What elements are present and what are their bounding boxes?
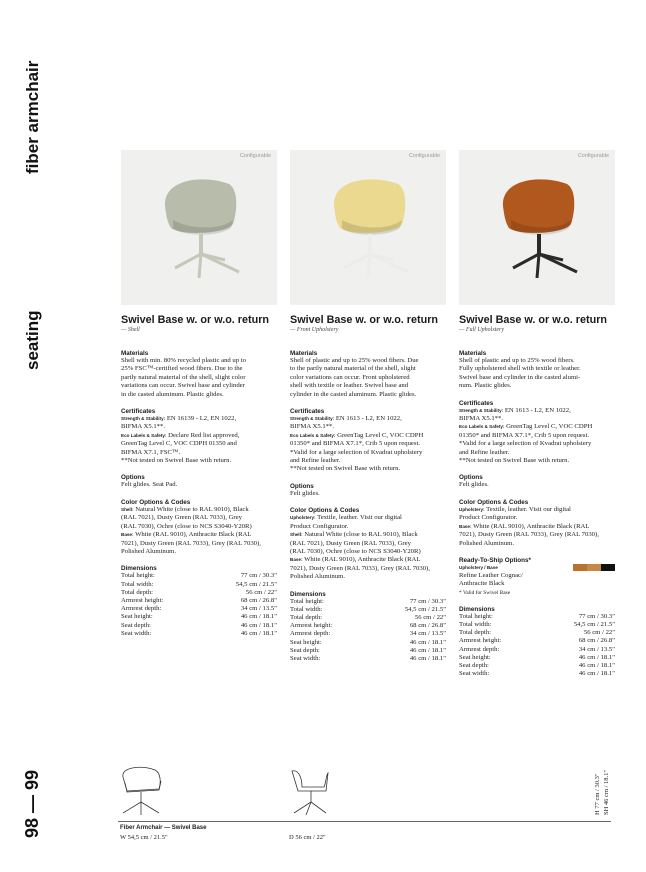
materials-line: Swivel base and cylinder in die casted alumi- (459, 373, 581, 381)
dimension-label: Total depth: (121, 588, 154, 596)
certificate-label: Eco Labels & Safety: (290, 432, 336, 438)
certificates-heading: Certificates (121, 408, 156, 416)
product-column (459, 150, 615, 678)
certificate-line (121, 415, 277, 423)
materials-line: shell with textile or leather. Swivel base and (290, 382, 409, 390)
dimension-label: Armrest depth: (290, 630, 331, 638)
materials-heading: Materials (459, 350, 487, 357)
color-option-line (121, 506, 277, 514)
dimension-label: Armrest height: (459, 637, 502, 645)
configurable-badge: Configurable (577, 153, 609, 159)
ready-to-ship-line: Anthracite Black (459, 580, 505, 588)
color-option-line (459, 523, 615, 531)
color-option-text: Natural White (close to RAL 9010), Black (133, 505, 249, 513)
ready-to-ship-label: Upholstery / Base (459, 564, 498, 570)
color-option-line: (RAL 7030), Ochre (close to NCS S3040-Y20R) (121, 522, 252, 530)
dimension-value: 68 cm / 26.8" (409, 622, 446, 630)
dimension-label: Total height: (290, 597, 324, 605)
color-option-label: Upholstery: (459, 506, 485, 512)
dimension-label: Total depth: (459, 629, 492, 637)
certificate-text: EN 1613 - L2, EN 1022, (334, 415, 402, 423)
color-option-text: Textile, leather. Visit our digital (315, 514, 402, 522)
color-option-line: Product Configurator. (290, 522, 349, 530)
drawing-height: H 77 cm / 30.3" (594, 773, 601, 815)
materials-line: color variations can occur. Front upholstered (290, 373, 410, 381)
dimension-value: 56 cm / 22" (245, 588, 277, 596)
chair-front-drawing (286, 763, 336, 823)
dimension-row (121, 605, 277, 613)
product-column (121, 150, 277, 638)
dimension-row (121, 622, 277, 630)
product-title: Swivel Base w. or w.o. return (290, 314, 438, 326)
dimension-label: Total height: (459, 612, 493, 620)
dimension-value: 68 cm / 26.8" (578, 637, 615, 645)
baseline-rule (118, 821, 611, 822)
dimension-row (290, 655, 446, 663)
dimension-value: 46 cm / 18.1" (578, 661, 615, 669)
certificate-line: BIFMA X5.1**. (459, 415, 504, 423)
dimension-row (290, 630, 446, 638)
color-option-line (121, 531, 277, 539)
dimension-row (290, 614, 446, 622)
certificate-text: EN 1613 - L2, EN 1022, (503, 406, 571, 414)
certificate-text: GreenTag Level C, VOC CDPH (335, 431, 424, 439)
color-option-text: White (RAL 9010), Anthracite Black (RAL (133, 531, 252, 539)
header-label: fiber armchair (23, 60, 42, 174)
ready-to-ship-heading: Ready-To-Ship Options* (459, 556, 531, 564)
color-option-line: (RAL 7030), Ochre (close to NCS S3040-Y20R) (290, 547, 421, 555)
dimension-value: 68 cm / 26.8" (240, 596, 277, 604)
certificate-line (459, 407, 615, 415)
swatch-chip (601, 564, 615, 571)
certificate-text: EN 16139 - L2, EN 1022, (165, 415, 237, 423)
dimension-value: 56 cm / 22" (583, 629, 615, 637)
color-option-label: Shell: (290, 532, 303, 538)
color-options-heading: Color Options & Codes (459, 498, 529, 506)
drawing-depth: D 56 cm / 22" (289, 834, 326, 841)
certificate-line: GreenTag Level C, VOC CDPH 01350 and (121, 440, 237, 448)
dimension-label: Total depth: (290, 613, 323, 621)
dimension-value: 34 cm / 13.5" (578, 645, 615, 653)
product-photo (121, 150, 277, 305)
certificate-line: **Not tested on Swivel Base with return. (459, 457, 570, 465)
dimension-label: Armrest depth: (459, 645, 500, 653)
options-heading: Options (459, 474, 483, 482)
dimension-row (459, 621, 615, 629)
chair-leg (537, 254, 539, 278)
options-heading: Options (290, 482, 314, 490)
dimension-value: 54,5 cm / 21.5" (404, 605, 446, 613)
product-photo (459, 150, 615, 305)
certificate-line (121, 432, 277, 440)
dimension-label: Seat width: (121, 629, 152, 637)
dimension-row (290, 606, 446, 614)
dimension-label: Seat height: (121, 613, 153, 621)
chair-illustration (459, 150, 615, 305)
dimension-row (459, 629, 615, 637)
chair-illustration (121, 150, 277, 305)
dimension-row (459, 646, 615, 654)
materials-line: Shell of plastic and up to 25% wood fibers. Due (290, 357, 419, 364)
certificate-label: Strength & Stability: (121, 416, 166, 422)
dimension-label: Total width: (290, 605, 323, 613)
chair-leg (199, 254, 201, 278)
section-label: seating (23, 310, 42, 370)
dimension-label: Total width: (121, 580, 154, 588)
materials-line: to the partly natural material of the shell, slight (290, 365, 416, 373)
chair-leg (513, 254, 539, 268)
color-option-line: (RAL 7021), Dusty Green (RAL 7033), Grey (290, 539, 411, 547)
color-option-label: Upholstery: (290, 515, 316, 521)
dimension-label: Seat depth: (459, 661, 489, 669)
color-option-line: Polished Aluminum. (459, 539, 514, 547)
dimension-value: 46 cm / 18.1" (409, 638, 446, 646)
dimension-value: 54,5 cm / 21.5" (573, 620, 615, 628)
chair-side-drawing (117, 763, 167, 823)
color-option-line: Product Configurator. (459, 514, 518, 522)
dimension-label: Seat height: (290, 638, 322, 646)
configurable-badge: Configurable (239, 153, 271, 159)
dimensions-heading: Dimensions (290, 590, 326, 598)
color-option-line: 7021), Dusty Green (RAL 7033), Grey (RAL 7030), (290, 564, 430, 572)
certificates-heading: Certificates (290, 408, 325, 416)
dimension-label: Seat height: (459, 653, 491, 661)
color-option-line: Polished Aluminum. (290, 573, 345, 581)
dimension-value: 46 cm / 18.1" (240, 629, 277, 637)
dimension-value: 46 cm / 18.1" (578, 670, 615, 678)
color-options-heading: Color Options & Codes (290, 507, 360, 515)
chair-leg (368, 254, 370, 278)
certificate-line: 01350* and BIFMA X7.1*, Crib 5 upon request. (290, 440, 421, 448)
certificate-label: Eco Labels & Safety: (121, 432, 167, 438)
ready-to-ship-block (459, 564, 615, 597)
dimension-value: 77 cm / 30.3" (409, 597, 446, 605)
color-option-line: 7021), Dusty Green (RAL 7033), Grey (RAL 7030), (121, 539, 261, 547)
dimension-row (121, 572, 277, 580)
dimension-label: Seat width: (459, 670, 490, 678)
materials-heading: Materials (121, 350, 149, 357)
color-options-heading: Color Options & Codes (121, 498, 191, 506)
dimension-value: 46 cm / 18.1" (409, 646, 446, 654)
dimension-row (290, 647, 446, 655)
color-option-label: Shell: (121, 506, 134, 512)
certificate-line: 01350* and BIFMA X7.1*, Crib 5 upon request. (459, 431, 590, 439)
dimension-value: 46 cm / 18.1" (578, 653, 615, 661)
color-option-line: Polished Aluminum. (121, 547, 176, 555)
color-option-label: Base: (290, 557, 303, 563)
dimension-row (121, 597, 277, 605)
certificate-line: BIFMA X5.1**. (121, 423, 166, 431)
certificate-label: Eco Labels & Safety: (459, 424, 505, 430)
product-subtitle: — Full Upholstery (459, 327, 504, 333)
certificate-line (290, 415, 446, 423)
product-photo (290, 150, 446, 305)
materials-line: cylinder in die casted aluminum. Plastic glides. (290, 390, 417, 398)
dimension-row (121, 581, 277, 589)
materials-heading: Materials (290, 350, 318, 357)
color-option-text: Textile, leather. Visit our digital (484, 505, 571, 513)
dimensions-heading: Dimensions (459, 605, 495, 613)
dimension-label: Seat depth: (121, 621, 151, 629)
options-line: Felt glides. (290, 489, 320, 497)
ready-to-ship-line: Refine Leather Cognac/ (459, 571, 523, 579)
dimension-value: 34 cm / 13.5" (409, 630, 446, 638)
drawing-width: W 54,5 cm / 21.5" (120, 834, 168, 841)
certificate-line: **Not tested on Swivel Base with return. (121, 457, 232, 465)
dimension-label: Armrest height: (290, 622, 333, 630)
product-subtitle: — Shell (121, 327, 140, 333)
certificate-text: GreenTag Level C, VOC CDPH (504, 423, 593, 431)
dimension-value: 54,5 cm / 21.5" (235, 580, 277, 588)
certificate-line (459, 423, 615, 431)
color-option-line: (RAL 7021), Dusty Green (RAL 7033), Grey (121, 514, 242, 522)
dimension-value: 46 cm / 18.1" (240, 613, 277, 621)
ready-to-ship-swatch (573, 564, 615, 571)
product-title: Swivel Base w. or w.o. return (121, 314, 269, 326)
color-option-text: White (RAL 9010), Anthracite Black (RAL (302, 556, 421, 564)
ready-to-ship-note: * Valid for Swivel Base (459, 589, 511, 596)
dimension-row (459, 613, 615, 621)
dimension-row (121, 613, 277, 621)
color-option-label: Base: (459, 523, 472, 529)
materials-line: Shell of plastic and up to 25% wood fibers. (459, 357, 575, 364)
certificate-line: BIFMA X5.1**. (290, 423, 335, 431)
dimension-row (290, 622, 446, 630)
color-option-line (290, 556, 446, 564)
certificate-line (290, 432, 446, 440)
swatch-chip (587, 564, 601, 571)
dimension-row (121, 589, 277, 597)
chair-leg (344, 254, 370, 268)
dimension-label: Total height: (121, 572, 155, 580)
dimension-row (459, 670, 615, 678)
color-option-line (459, 506, 615, 514)
materials-line: partly natural material of the shell, slight color (121, 373, 246, 381)
certificates-heading: Certificates (459, 399, 494, 407)
product-column (290, 150, 446, 663)
drawing-title: Fiber Armchair — Swivel Base (120, 825, 207, 831)
drawing-seat-height: SH 46 cm / 18.1" (603, 769, 610, 815)
materials-line: Shell with min. 80% recycled plastic and up to (121, 357, 246, 364)
dimension-row (459, 654, 615, 662)
options-line: Felt glides. Seat Pad. (121, 481, 178, 489)
certificate-line: *Valid for a large selection of Kvadrat upholstery (459, 440, 592, 448)
dimension-row (459, 637, 615, 645)
color-option-text: Natural White (close to RAL 9010), Black (302, 531, 418, 539)
dimension-label: Armrest height: (121, 596, 164, 604)
dimension-value: 46 cm / 18.1" (240, 621, 277, 629)
certificate-line: **Not tested on Swivel Base with return. (290, 465, 401, 473)
dimension-value: 77 cm / 30.3" (240, 572, 277, 580)
swatch-chip (573, 564, 587, 571)
certificate-label: Strength & Stability: (459, 407, 504, 413)
color-option-text: White (RAL 9010), Anthracite Black (RAL (471, 522, 590, 530)
dimension-row (459, 662, 615, 670)
dimension-value: 77 cm / 30.3" (578, 612, 615, 620)
materials-line: in die casted aluminum. Plastic glides. (121, 390, 224, 398)
product-subtitle: — Front Upholstery (290, 327, 339, 333)
materials-line: 25% FSC™-certified wood fibers. Due to the (121, 365, 243, 373)
materials-line: Fully upholstered shell with textile or leather. (459, 365, 581, 373)
configurable-badge: Configurable (408, 153, 440, 159)
color-option-line: 7021), Dusty Green (RAL 7033), Grey (RAL 7030), (459, 531, 599, 539)
certificate-line: and Refine leather. (290, 457, 341, 465)
color-option-label: Base: (121, 532, 134, 538)
dimension-value: 34 cm / 13.5" (240, 605, 277, 613)
dimension-row (290, 598, 446, 606)
product-title: Swivel Base w. or w.o. return (459, 314, 607, 326)
dimension-value: 46 cm / 18.1" (409, 654, 446, 662)
materials-line: num. Plastic glides. (459, 382, 512, 390)
chair-illustration (290, 150, 446, 305)
chair-leg (175, 254, 201, 268)
options-line: Felt glides. (459, 481, 489, 489)
dimensions-heading: Dimensions (121, 565, 157, 573)
options-heading: Options (121, 474, 145, 482)
color-option-line (290, 514, 446, 522)
dimension-label: Total width: (459, 620, 492, 628)
page-numbers: 98 — 99 (22, 769, 42, 838)
certificate-text: Declare Red list approved, (166, 431, 240, 439)
dimension-row (290, 639, 446, 647)
materials-line: variations can occur. Swivel base and cylinder (121, 382, 245, 390)
dimension-value: 56 cm / 22" (414, 613, 446, 621)
dimension-label: Armrest depth: (121, 605, 162, 613)
dimension-row (121, 630, 277, 638)
certificate-line: and Refine leather. (459, 448, 510, 456)
color-option-line (290, 531, 446, 539)
certificate-line: BIFMA X7.1, FSC™. (121, 448, 181, 456)
certificate-line: *Valid for a large selection of Kvadrat upholstery (290, 448, 423, 456)
dimension-label: Seat depth: (290, 646, 320, 654)
certificate-label: Strength & Stability: (290, 416, 335, 422)
dimension-label: Seat width: (290, 654, 321, 662)
